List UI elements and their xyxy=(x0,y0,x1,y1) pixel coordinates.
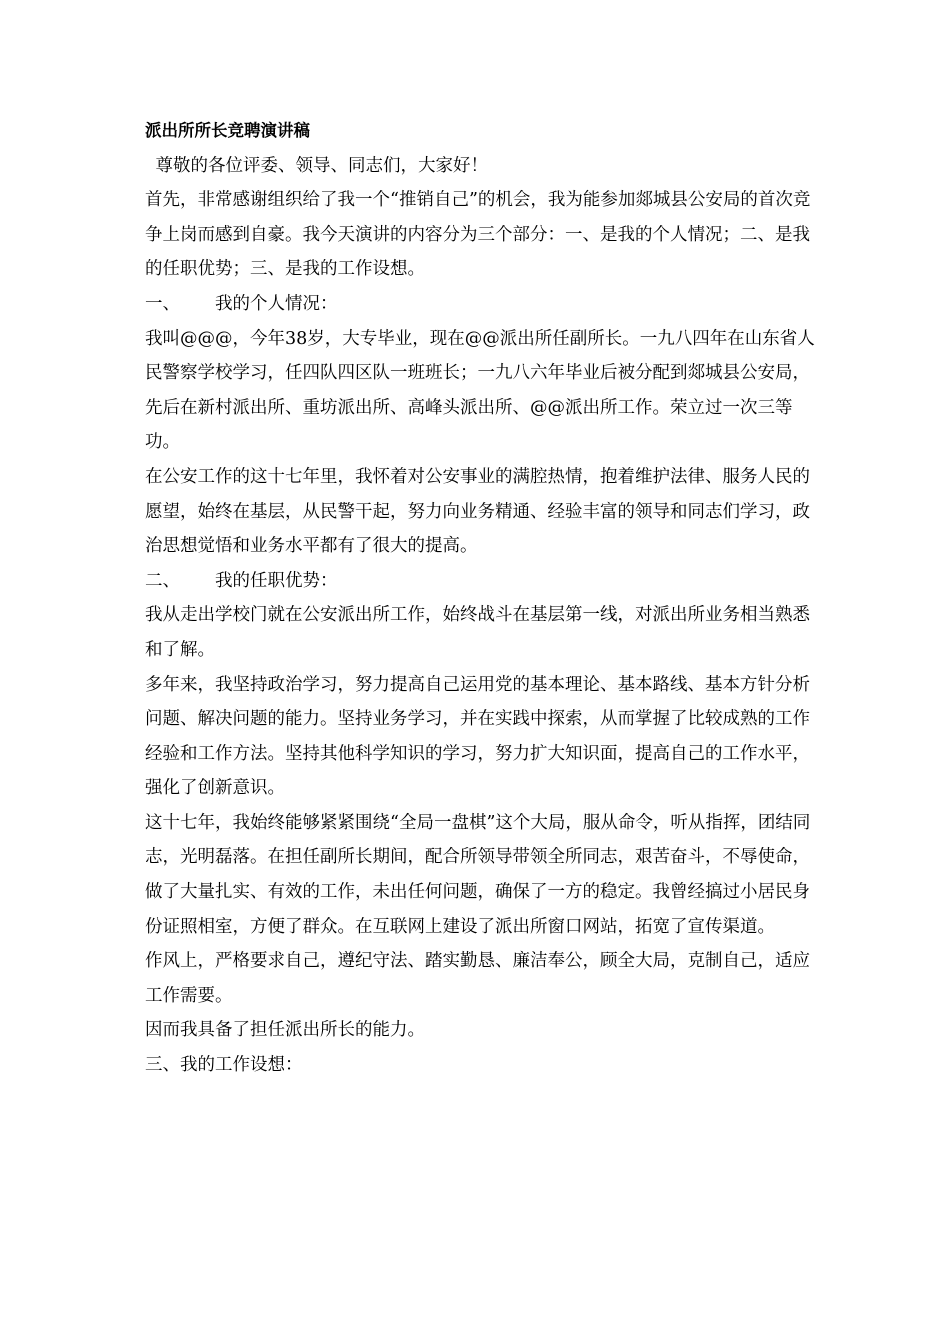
section-1-number: 一、 xyxy=(145,293,180,314)
section-1-paragraph-2: 在公安工作的这十七年里，我怀着对公安事业的满腔热情，抱着维护法律、服务人民的愿望，始终在基层，从民警干起，努力向业务精通、经验丰富的领导和同志们学习，政治思想觉悟和业务水平都有了很大的提高。 xyxy=(145,466,810,557)
section-3-heading: 三、我的工作设想： xyxy=(145,1055,303,1076)
section-2-paragraph-4: 作风上，严格要求自己，遵纪守法、踏实勤恳、廉洁奉公，顾全大局，克制自己，适应工作需要。 xyxy=(145,951,810,1006)
document-title: 派出所所长竞聘演讲稿 xyxy=(145,121,310,140)
section-2-paragraph-1: 我从走出学校门就在公安派出所工作，始终战斗在基层第一线，对派出所业务相当熟悉和了解。 xyxy=(145,605,810,660)
section-1-heading xyxy=(145,287,815,322)
document-body xyxy=(145,114,815,1083)
section-2-title: 我的任职优势： xyxy=(215,570,338,591)
section-2-number: 二、 xyxy=(145,570,180,591)
section-2-paragraph-2: 多年来，我坚持政治学习，努力提高自己运用党的基本理论、基本路线、基本方针分析问题、解决问题的能力。坚持业务学习，并在实践中探索，从而掌握了比较成熟的工作经验和工作方法。坚持其他科学知识的学习，努力扩大知识面，提高自己的工作水平，强化了创新意识。 xyxy=(145,674,810,799)
section-1-paragraph-1: 我叫@@@，今年38岁，大专毕业，现在@@派出所任副所长。一九八四年在山东省人民警察学校学习，任四队四区队一班班长；一九八六年毕业后被分配到郯城县公安局，先后在新村派出所、重坊派出所、高峰头派出所、@@派出所工作。荣立过一次三等功。 xyxy=(145,328,815,453)
section-2-paragraph-3: 这十七年，我始终能够紧紧围绕“全局一盘棋”这个大局，服从命令，听从指挥，团结同志，光明磊落。在担任副所长期间，配合所领导带领全所同志，艰苦奋斗，不辱使命，做了大量扎实、有效的工作，未出任何问题，确保了一方的稳定。我曾经搞过小居民身份证照相室，方便了群众。在互联网上建设了派出所窗口网站，拓宽了宣传渠道。 xyxy=(145,812,811,937)
section-1-title: 我的个人情况： xyxy=(215,293,338,314)
intro-paragraph: 首先，非常感谢组织给了我一个“推销自己”的机会，我为能参加郯城县公安局的首次竞争上岗而感到自豪。我今天演讲的内容分为三个部分：一、是我的个人情况；二、是我的任职优势；三、是我的工作设想。 xyxy=(145,190,811,280)
salutation: 尊敬的各位评委、领导、同志们，大家好！ xyxy=(155,155,488,176)
section-2-paragraph-5: 因而我具备了担任派出所长的能力。 xyxy=(145,1020,425,1041)
section-2-heading xyxy=(145,564,815,599)
